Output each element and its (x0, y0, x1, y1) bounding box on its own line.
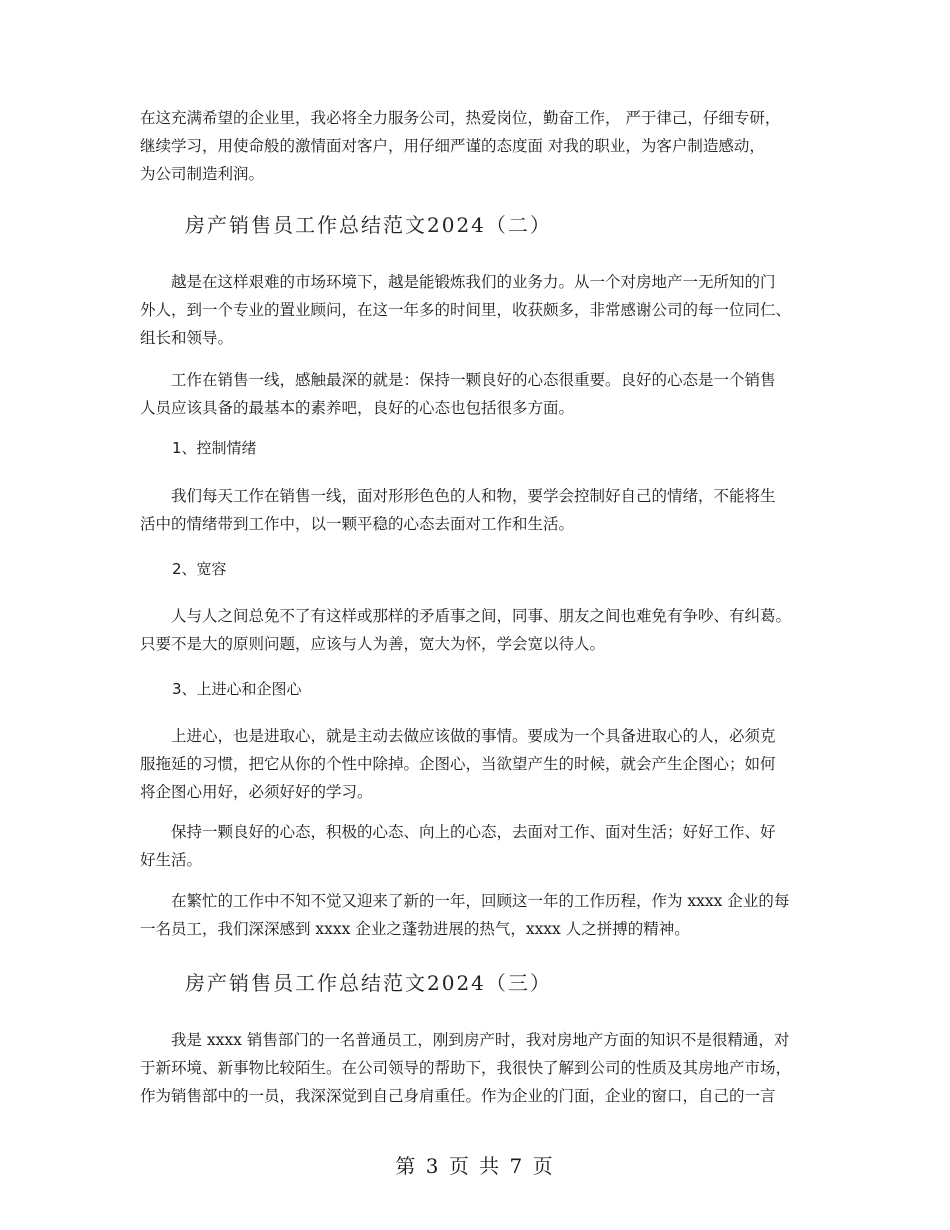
text-line: 组长和领导。 (140, 329, 234, 347)
section-heading-2: 房产销售员工作总结范文2024（二） (185, 213, 552, 237)
text-line: 继续学习，用使命般的激情面对客户，用仔细严谨的态度面 对我的职业，为客户制造感动， (140, 137, 765, 155)
text-line: 在繁忙的工作中不知不觉又迎来了新的一年，回顾这一年的工作历程，作为 xxxx 企业的每 (140, 892, 790, 910)
section-heading-3: 房产销售员工作总结范文2024（三） (185, 971, 552, 995)
text-line: 作为销售部中的一员，我深深觉到自己身肩重任。作为企业的门面，企业的窗口，自己的一言 (140, 1087, 776, 1105)
paragraph (140, 722, 820, 806)
paragraph (140, 887, 820, 943)
text-line: 将企图心用好，必须好好的学习。 (140, 783, 373, 801)
text-line: 越是在这样艰难的市场环境下，越是能锻炼我们的业务力。从一个对房地产一无所知的门 (140, 273, 776, 291)
text-line: 上进心，也是进取心，就是主动去做应该做的事情。要成为一个具备进取心的人，必须克 (140, 727, 776, 745)
page-number-footer: 第 3 页 共 7 页 (395, 1154, 555, 1178)
paragraph (140, 366, 820, 422)
text-line: 服拖延的习惯，把它从你的个性中除掉。企图心，当欲望产生的时候，就会产生企图心；如何 (140, 755, 776, 773)
text-line: 为公司制造利润。 (140, 165, 265, 183)
paragraph (140, 268, 820, 352)
text-line: 只要不是大的原则问题，应该与人为善，宽大为怀，学会宽以待人。 (140, 635, 606, 653)
list-item-heading: 3、上进心和企图心 (172, 680, 302, 698)
text-line: 人员应该具备的最基本的素养吧，良好的心态也包括很多方面。 (140, 399, 575, 417)
list-item-heading: 2、宽容 (172, 560, 227, 578)
paragraph (140, 482, 820, 538)
text-line: 我是 xxxx 销售部门的一名普通员工，刚到房产时，我对房地产方面的知识不是很精通，对 (140, 1031, 790, 1049)
text-line: 外人，到一个专业的置业顾问，在这一年多的时间里，收获颇多，非常感谢公司的每一位同仁、 (140, 301, 792, 319)
paragraph (140, 602, 820, 658)
list-item-heading: 1、控制情绪 (172, 439, 257, 457)
text-line: 在这充满希望的企业里，我必将全力服务公司，热爱岗位，勤奋工作， 严于律己，仔细专研， (140, 109, 781, 127)
paragraph (140, 818, 820, 874)
text-line: 于新环境、新事物比较陌生。在公司领导的帮助下，我很快了解到公司的性质及其房地产市场， (140, 1059, 792, 1077)
text-line: 工作在销售一线，感触最深的就是：保持一颗良好的心态很重要。良好的心态是一个销售 (140, 371, 776, 389)
text-line: 人与人之间总免不了有这样或那样的矛盾事之间，同事、朋友之间也难免有争吵、有纠葛。 (140, 607, 792, 625)
text-line: 我们每天工作在销售一线，面对形形色色的人和物，要学会控制好自己的情绪，不能将生 (140, 487, 776, 505)
text-line: 一名员工，我们深深感到 xxxx 企业之蓬勃进展的热气，xxxx 人之拼搏的精神。 (140, 920, 690, 938)
paragraph (140, 1026, 820, 1110)
text-line: 活中的情绪带到工作中，以一颗平稳的心态去面对工作和生活。 (140, 515, 575, 533)
text-line: 好生活。 (140, 851, 203, 869)
text-line: 保持一颗良好的心态，积极的心态、向上的心态，去面对工作、面对生活；好好工作、好 (140, 823, 776, 841)
intro-paragraph (140, 104, 820, 188)
